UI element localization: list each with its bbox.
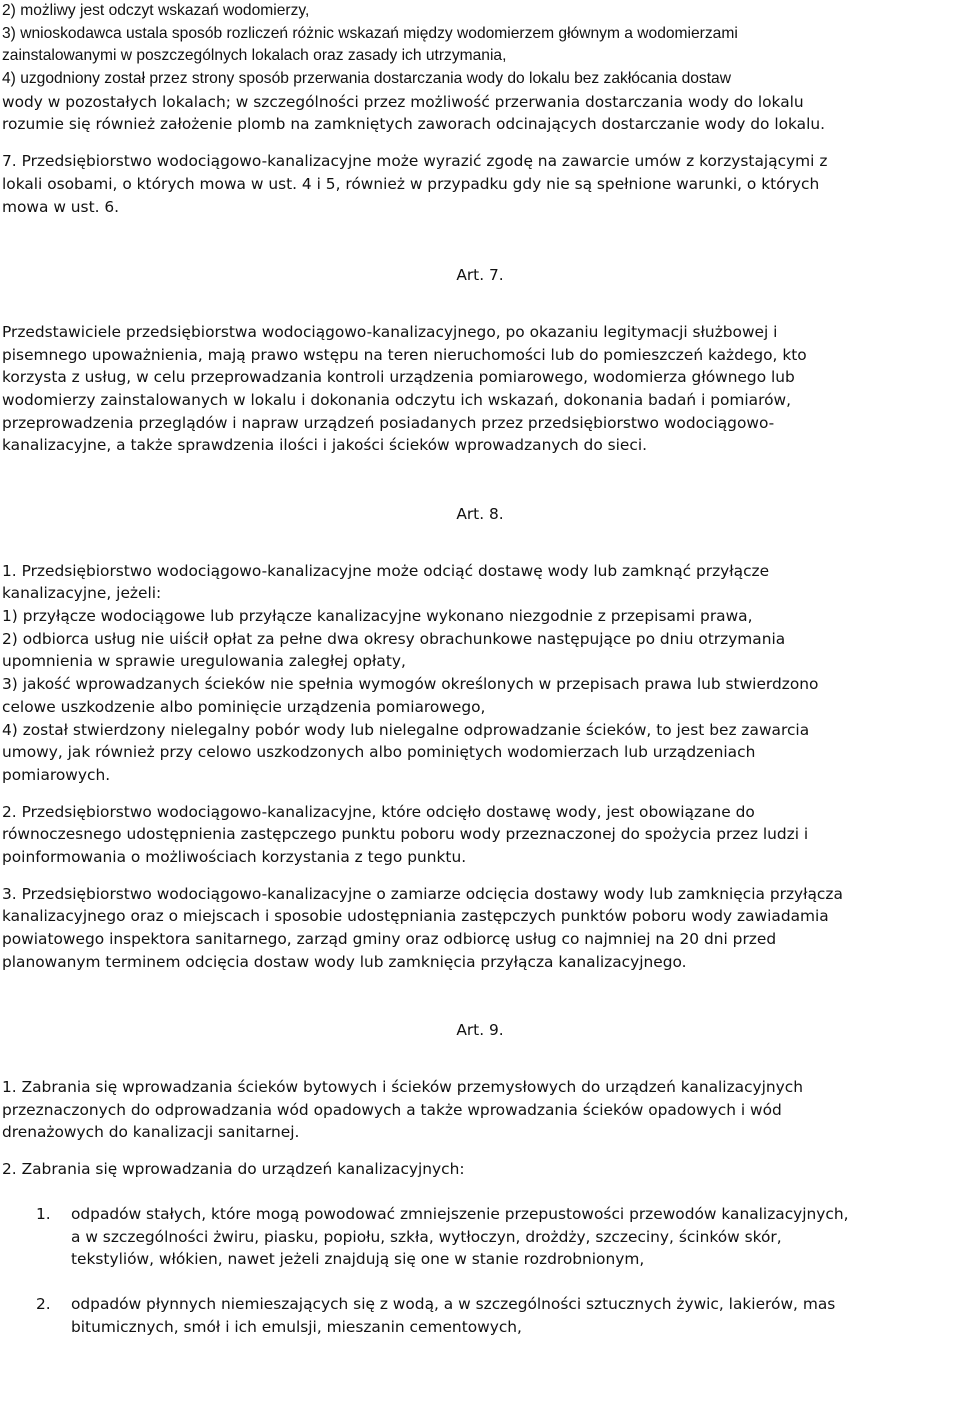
text-line: lokali osobami, o których mowa w ust. 4 i 5, również w przypadku gdy nie są spełnione warunki, o których: [2, 174, 820, 193]
text-line: odpadów płynnych niemieszających się z wodą, a w szczególności sztucznych żywic, lakierów, mas: [71, 1294, 836, 1313]
article-8-paragraph-1: [2, 560, 958, 787]
text-line: 2) odbiorca usług nie uiścił opłat za pełne dwa okresy obrachunkowe następujące po dniu otrzymania: [2, 629, 786, 648]
text-line: drenażowych do kanalizacji sanitarnej.: [2, 1123, 300, 1142]
text-line: 3) wnioskodawca ustala sposób rozliczeń różnic wskazań między wodomierzem głównym a wodomierzami: [2, 24, 738, 42]
list-item-number: 1.: [36, 1204, 51, 1223]
list-item-number: 2.: [36, 1294, 51, 1313]
text-line: korzysta z usług, w celu przeprowadzania kontroli urządzenia pomiarowego, wodomierza głównego lub: [2, 368, 795, 387]
text-line: 2. Zabrania się wprowadzania do urządzeń kanalizacyjnych:: [2, 1160, 465, 1179]
text-line: zainstalowanymi w poszczególnych lokalach oraz zasady ich utrzymania,: [2, 47, 507, 65]
text-line: pomiarowych.: [2, 765, 111, 784]
text-line: 2) możliwy jest odczyt wskazań wodomierzy,: [2, 2, 310, 19]
text-line: rozumie się również założenie plomb na zamkniętych zaworach odcinających dostarczanie wody do lokalu.: [2, 115, 826, 134]
article-9-paragraph-1: [2, 1076, 958, 1144]
text-line: planowanym terminem odcięcia dostaw wody lub zamknięcia przyłącza kanalizacyjnego.: [2, 952, 687, 971]
article-7-body: [2, 321, 958, 457]
article-heading: Art. 7.: [456, 266, 504, 285]
text-line: 3. Przedsiębiorstwo wodociągowo-kanalizacyjne o zamiarze odcięcia dostawy wody lub zamknięcia przyłącza: [2, 884, 843, 903]
article-heading: Art. 8.: [456, 505, 504, 523]
text-line: poinformowania o możliwościach korzystania z tego punktu.: [2, 847, 467, 866]
text-line: równoczesnego udostępnienia zastępczego punktu poboru wody przeznaczonej do spożycia przez ludzi i: [2, 825, 809, 844]
text-line: celowe uszkodzenie albo pominięcie urządzenia pomiarowego,: [2, 697, 486, 716]
text-line: 1. Zabrania się wprowadzania ścieków bytowych i ścieków przemysłowych do urządzeń kanalizacyjnych: [2, 1078, 804, 1097]
text-line: kanalizacyjnego oraz o miejscach i sposobie udostępniania zastępczych punktów poboru wody zawiadamia: [2, 907, 829, 926]
article-8-paragraph-3: [2, 883, 958, 974]
article-8-paragraph-2: [2, 801, 958, 869]
text-line: 7. Przedsiębiorstwo wodociągowo-kanalizacyjne może wyrazić zgodę na zawarcie umów z korzystającymi z: [2, 152, 828, 171]
text-line: kanalizacyjne, jeżeli:: [2, 584, 162, 603]
text-line: przeznaczonych do odprowadzania wód opadowych a także wprowadzania ścieków opadowych i wód: [2, 1100, 782, 1119]
text-line: kanalizacyjne, a także sprawdzenia ilości i jakości ścieków wprowadzanych do sieci.: [2, 436, 648, 455]
text-line: a w szczególności żwiru, piasku, popiołu, szkła, wytłoczyn, drożdży, szczeciny, ścinków skór,: [71, 1227, 782, 1246]
document-page: [2, 0, 958, 1338]
text-line: bitumicznych, smół i ich emulsji, mieszanin cementowych,: [71, 1317, 522, 1336]
list-item: [2, 1203, 958, 1271]
list-item: [2, 1293, 958, 1338]
text-line: 4) uzgodniony został przez strony sposób przerwania dostarczania wody do lokalu bez zakłócania dostaw: [2, 70, 731, 88]
text-line: wodomierzy zainstalowanych w lokalu i dokonania odczytu ich wskazań, dokonania badań i pomiarów,: [2, 390, 792, 409]
numbered-list: [2, 1203, 958, 1338]
text-line: odpadów stałych, które mogą powodować zmniejszenie przepustowości przewodów kanalizacyjnych,: [71, 1204, 849, 1223]
text-line: Przedstawiciele przedsiębiorstwa wodociągowo-kanalizacyjnego, po okazaniu legitymacji służbowej i: [2, 322, 778, 341]
text-line: wody w pozostałych lokalach; w szczególności przez możliwość przerwania dostarczania wody do lokalu: [2, 92, 804, 111]
list-continuation: [2, 0, 958, 136]
text-line: 1) przyłącze wodociągowe lub przyłącze kanalizacyjne wykonano niezgodnie z przepisami prawa,: [2, 607, 753, 626]
text-line: tekstyliów, włókien, nawet jeżeli znajdują się one w stanie rozdrobnionym,: [71, 1250, 645, 1269]
paragraph-7: [2, 150, 958, 218]
text-line: upomnienia w sprawie uregulowania zaległej opłaty,: [2, 652, 406, 671]
text-line: 3) jakość wprowadzanych ścieków nie spełnia wymogów określonych w przepisach prawa lub stwierdzono: [2, 675, 819, 694]
text-line: powiatowego inspektora sanitarnego, zarząd gminy oraz odbiorcę usług co najmniej na 20 dni przed: [2, 930, 777, 948]
text-line: 4) został stwierdzony nielegalny pobór wody lub nielegalne odprowadzanie ścieków, to jest bez zawarcia: [2, 720, 810, 739]
text-line: mowa w ust. 6.: [2, 197, 120, 216]
text-line: 2. Przedsiębiorstwo wodociągowo-kanalizacyjne, które odcięło dostawę wody, jest obowiązane do: [2, 802, 755, 821]
article-9-paragraph-2: [2, 1158, 958, 1181]
text-line: 1. Przedsiębiorstwo wodociągowo-kanalizacyjne może odciąć dostawę wody lub zamknąć przyłącze: [2, 561, 770, 580]
text-line: pisemnego upoważnienia, mają prawo wstępu na teren nieruchomości lub do pomieszczeń każdego, kto: [2, 345, 807, 364]
text-line: umowy, jak również przy celowo uszkodzonych albo pominiętych wodomierzach lub urządzeniach: [2, 743, 756, 762]
text-line: przeprowadzenia przeglądów i napraw urządzeń posiadanych przez przedsiębiorstwo wodociągowo-: [2, 413, 775, 432]
article-heading: Art. 9.: [456, 1021, 504, 1040]
